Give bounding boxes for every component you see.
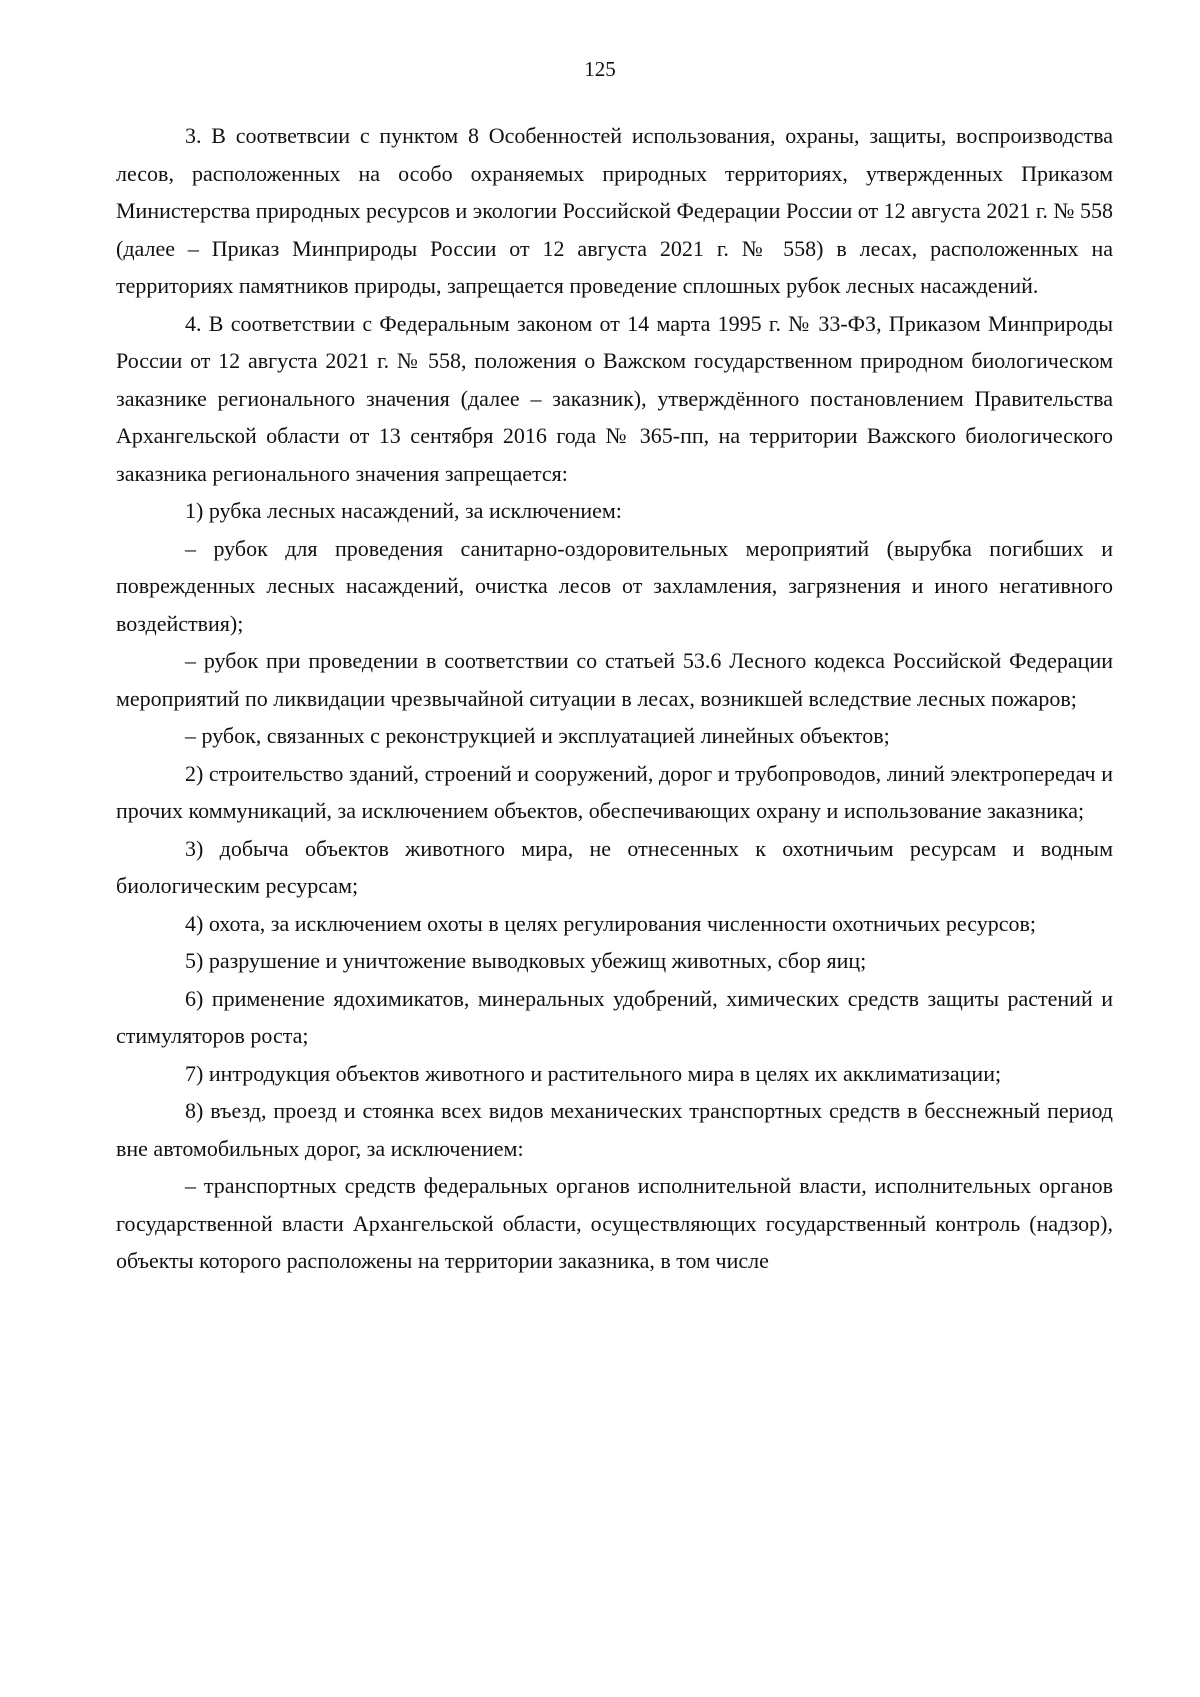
list-item-1: 1) рубка лесных насаждений, за исключением: bbox=[185, 498, 622, 523]
list-item-4: 4) охота, за исключением охоты в целях регулирования численности охотничьих ресурсов; bbox=[185, 910, 1036, 936]
document-body bbox=[116, 117, 1113, 1280]
list-item-5: 5) разрушение и уничтожение выводковых убежищ животных, сбор яиц; bbox=[185, 948, 867, 973]
list-item-7: 7) интродукция объектов животного и растительного мира в целях их акклиматизации; bbox=[185, 1060, 1002, 1086]
list-item-8: 8) въезд, проезд и стоянка всех видов механических транспортных средств в бесснежный период вне автомобильных дорог, за исключением: bbox=[116, 1098, 1113, 1161]
paragraph-item-3: 3. В соответвсии с пунктом 8 Особенностей использования, охраны, защиты, воспроизводства лесов, расположенных на особо охраняемых природных территориях, утвержденных Приказом Министерства природных ресурсов и экологии Российской Федерации России от 12 августа 2021 г. № 558 (далее – Приказ Минприроды России от 12 августа 2021 г. № 558) в лесах, расположенных на территориях памятников природы, запрещается проведение сплошных рубок лесных насаждений. bbox=[116, 123, 1113, 298]
paragraph-item-4: 4. В соответствии с Федеральным законом от 14 марта 1995 г. № 33-ФЗ, Приказом Минприроды России от 12 августа 2021 г. № 558, положения о Важском государственном природном биологическом заказнике регионального значения (далее – заказник), утверждённого постановлением Правительства Архангельской области от 13 сентября 2016 года № 365-пп, на территории Важского биологического заказника регионального значения запрещается: bbox=[116, 310, 1113, 486]
list-item-3: 3) добыча объектов животного мира, не отнесенных к охотничьим ресурсам и водным биологическим ресурсам; bbox=[116, 835, 1113, 898]
sub-item-emergency-felling: – рубок при проведении в соответствии со статьей 53.6 Лесного кодекса Российской Федерации мероприятий по ликвидации чрезвычайной ситуации в лесах, возникшей вследствие лесных пожаров; bbox=[116, 648, 1113, 711]
sub-item-sanitary-felling: – рубок для проведения санитарно-оздоровительных мероприятий (вырубка погибших и поврежденных лесных насаждений, очистка лесов от захламления, загрязнения и иного негативного воздействия); bbox=[116, 535, 1113, 636]
sub-item-linear-objects-felling: – рубок, связанных с реконструкцией и эксплуатацией линейных объектов; bbox=[185, 723, 890, 748]
page-number: 125 bbox=[584, 57, 616, 81]
list-item-2: 2) строительство зданий, строений и сооружений, дорог и трубопроводов, линий электропередач и прочих коммуникаций, за исключением объектов, обеспечивающих охрану и использование заказника; bbox=[116, 760, 1113, 823]
sub-item-transport-exception: – транспортных средств федеральных органов исполнительной власти, исполнительных органов государственной власти Архангельской области, осуществляющих государственный контроль (надзор), объекты которого расположены на территории заказника, в том числе bbox=[116, 1173, 1113, 1273]
list-item-6: 6) применение ядохимикатов, минеральных удобрений, химических средств защиты растений и стимуляторов роста; bbox=[116, 985, 1113, 1048]
